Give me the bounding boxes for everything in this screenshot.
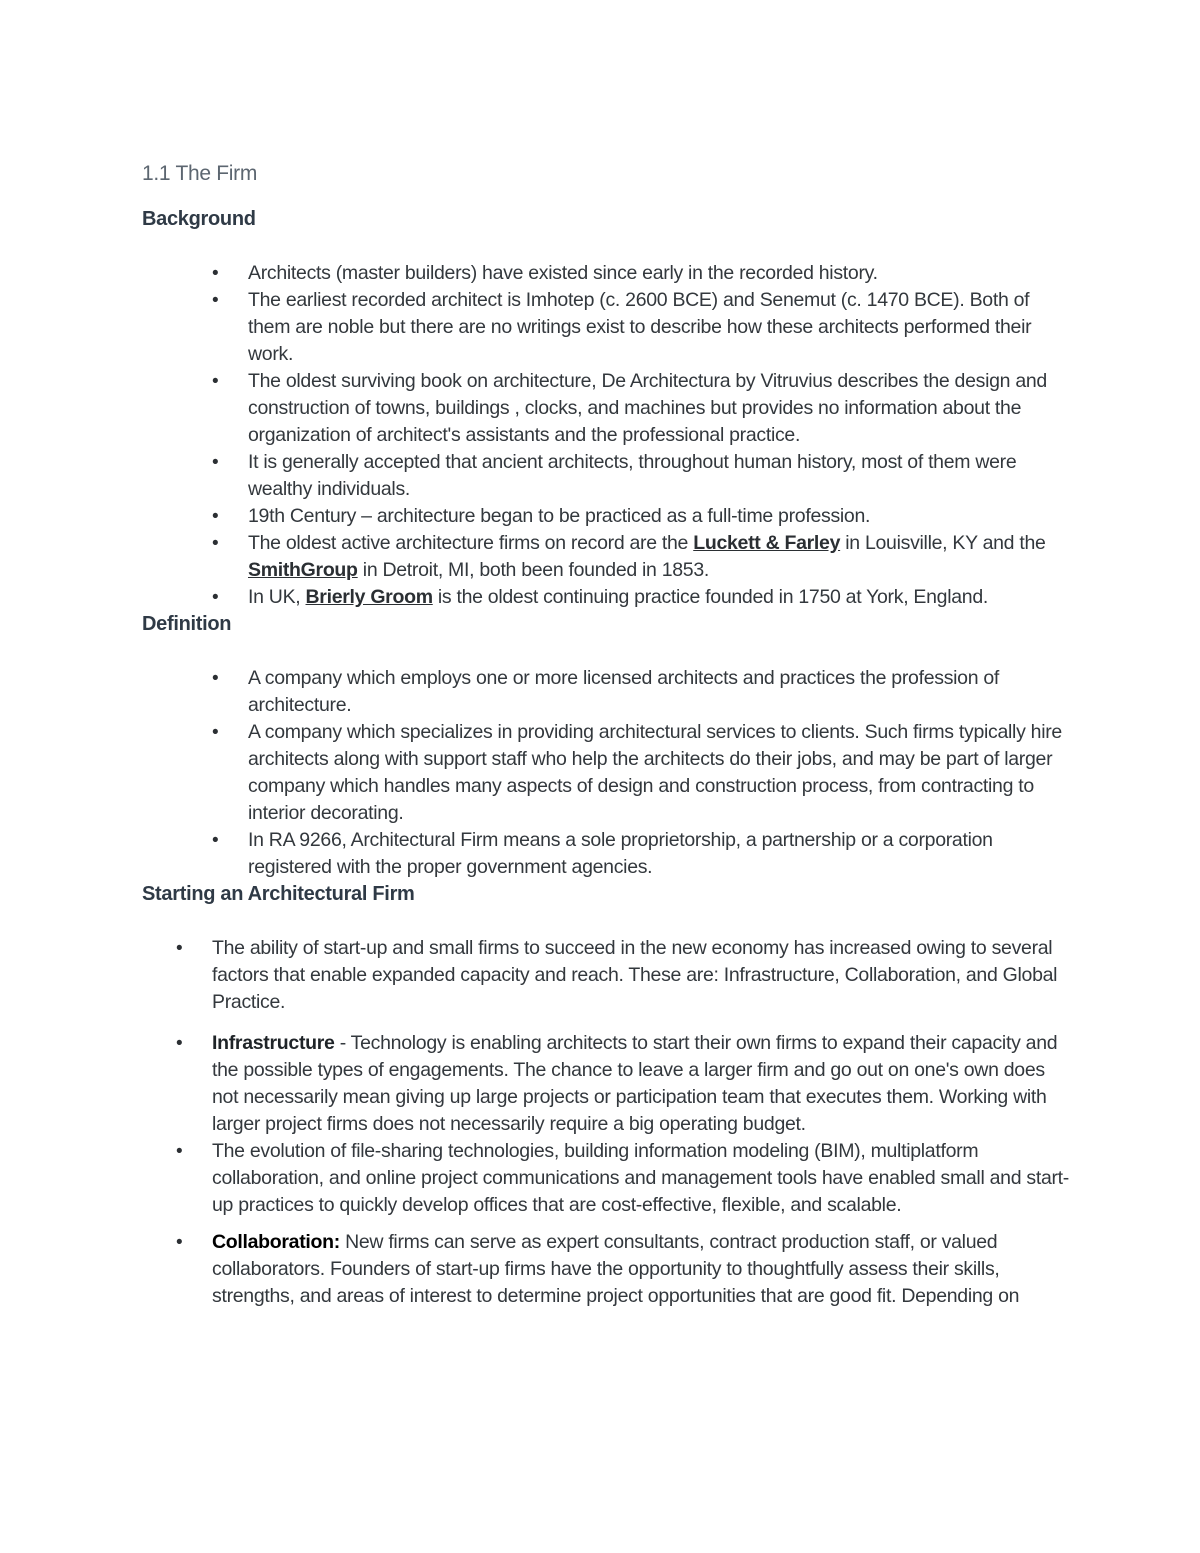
term-collaboration: Collaboration: — [212, 1231, 340, 1253]
list-item-infrastructure — [142, 1030, 1072, 1138]
list-item-intro: • The ability of start-up and small firms to succeed in the new economy has increased owing to several factors that enable expanded capacity and reach. These are: Infrastructure, Collaboration, and Global Practice. — [142, 935, 1072, 1016]
luckett-farley-link[interactable]: Luckett & Farley — [693, 532, 841, 554]
text-segment: - Technology is enabling architects to start their own firms to expand their capacity and the possible types of engagements. The chance to leave a larger firm and go out on one's own does not necessarily mean giving up large projects or participation team that executes them. Working with larger project firms does not necessarily require a big operating budget. — [212, 1032, 1058, 1135]
list-item-oldest-firms — [142, 530, 1072, 584]
list-item: • The earliest recorded architect is Imhotep (c. 2600 BCE) and Senemut (c. 1470 BCE). Both of them are noble but there are no writings exist to describe how these architects performed their work. — [142, 287, 1072, 368]
document-body — [142, 160, 1072, 1310]
term-infrastructure: Infrastructure — [212, 1032, 335, 1054]
brierly-groom-link[interactable]: Brierly Groom — [305, 586, 433, 608]
starting-list — [142, 935, 1072, 1310]
definition-list — [142, 665, 1072, 881]
list-item-evolution: • The evolution of file-sharing technologies, building information modeling (BIM), multiplatform collaboration, and online project communications and management tools have enabled small and start-up practices to quickly develop offices that are cost-effective, flexible, and scalable. — [142, 1138, 1072, 1219]
text-segment: is the oldest continuing practice founded in 1750 at York, England. — [432, 586, 989, 608]
text-segment: New firms can serve as expert consultants, contract production staff, or valued collaborators. Founders of start-up firms have the opportunity to thoughtfully assess their skills, strengths, and areas of interest to determine project opportunities that are good fit. Depending on — [212, 1231, 1020, 1307]
smithgroup-link[interactable]: SmithGroup — [248, 559, 358, 581]
heading-starting-firm: Starting an Architectural Firm — [142, 883, 415, 905]
text-segment: In UK, — [248, 586, 306, 608]
text-segment: The oldest active architecture firms on record are the — [248, 532, 694, 554]
list-item: • Architects (master builders) have existed since early in the recorded history. — [142, 260, 1072, 287]
text-segment: in Louisville, KY and the — [840, 532, 1046, 554]
section-number: 1.1 The Firm — [142, 162, 258, 185]
list-item: • In RA 9266, Architectural Firm means a sole proprietorship, a partnership or a corporation registered with the proper government agencies. — [142, 827, 1072, 881]
list-item: • A company which employs one or more licensed architects and practices the profession of architecture. — [142, 665, 1072, 719]
list-item: • The oldest surviving book on architecture, De Architectura by Vitruvius describes the design and construction of towns, buildings , clocks, and machines but provides no information about the organization of architect's assistants and the professional practice. — [142, 368, 1072, 449]
list-item: • It is generally accepted that ancient architects, throughout human history, most of them were wealthy individuals. — [142, 449, 1072, 503]
background-list — [142, 260, 1072, 611]
list-item-collaboration — [142, 1229, 1072, 1310]
heading-background: Background — [142, 208, 256, 230]
list-item-uk-firm — [142, 584, 1072, 611]
text-segment: in Detroit, MI, both been founded in 1853. — [357, 559, 710, 581]
list-item: • A company which specializes in providing architectural services to clients. Such firms typically hire architects along with support staff who help the architects do their jobs, and may be part of larger company which handles many aspects of design and construction process, from contracting to interior decorating. — [142, 719, 1072, 827]
list-item: • 19th Century – architecture began to be practiced as a full-time profession. — [142, 503, 1072, 530]
heading-definition: Definition — [142, 613, 232, 635]
